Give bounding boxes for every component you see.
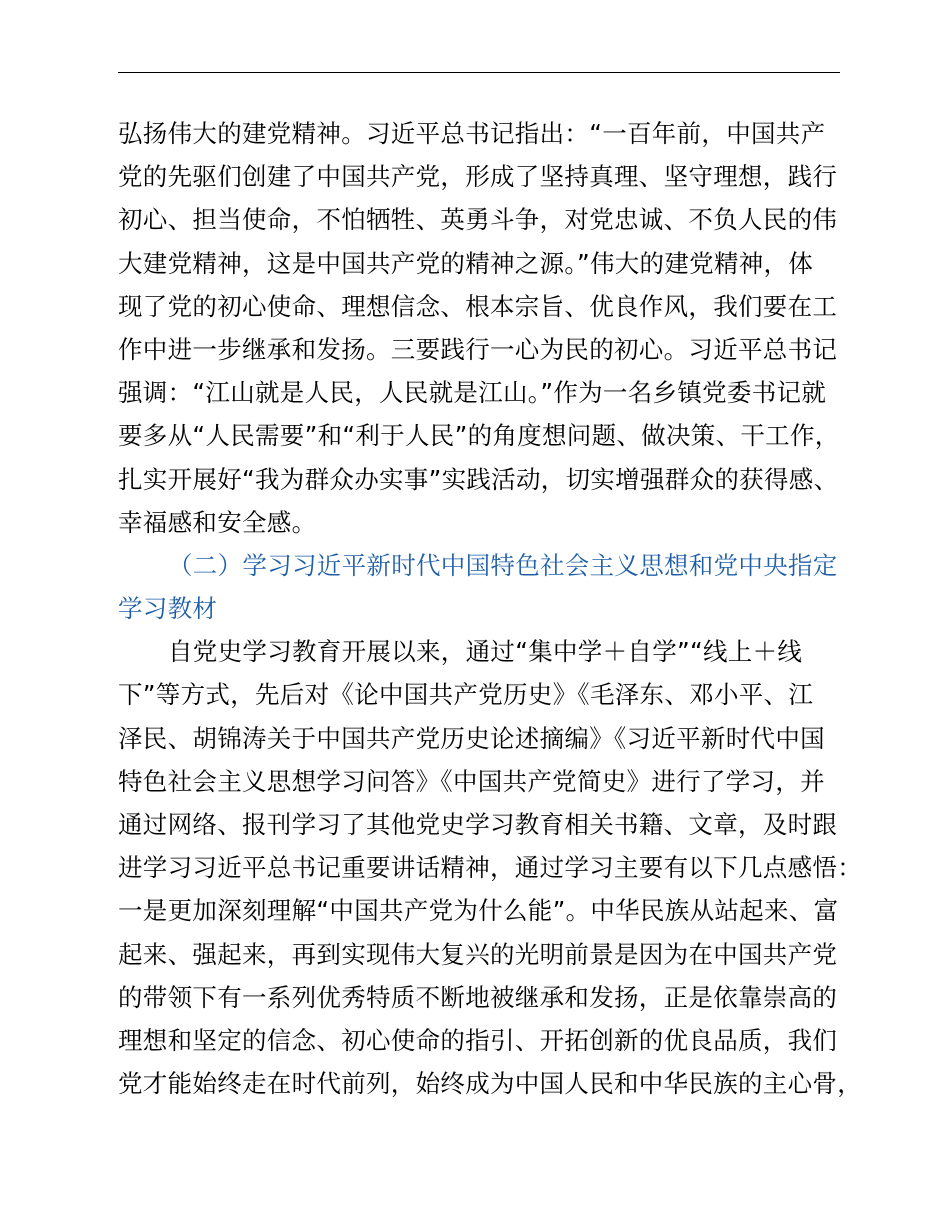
text-line: 的带领下有一系列优秀特质不断地被继承和发扬，正是依靠崇高的 xyxy=(118,982,838,1012)
text-line: 要多从“人民需要”和“利于人民”的角度想问题、做决策、干工作， xyxy=(118,421,840,451)
heading-line: 学习教材 xyxy=(118,594,218,624)
document-body xyxy=(118,112,862,1105)
text-line: 一是更加深刻理解“中国共产党为什么能”。中华民族从站起来、富 xyxy=(118,896,839,926)
text-line: 现了党的初心使命、理想信念、根本宗旨、优良作风，我们要在工 xyxy=(118,291,838,321)
text-line: 自党史学习教育开展以来，通过“集中学＋自学”“线上＋线 xyxy=(168,637,803,667)
section-heading xyxy=(118,544,858,630)
text-line: 弘扬伟大的建党精神。习近平总书记指出：“一百年前，中国共产 xyxy=(118,119,826,148)
text-line: 通过网络、报刊学习了其他党史学习教育相关书籍、文章，及时跟 xyxy=(118,810,838,839)
text-line: 强调：“江山就是人民，人民就是江山。”作为一名乡镇党委书记就 xyxy=(118,378,827,408)
text-line: 进学习习近平总书记重要讲话精神，通过学习主要有以下几点感悟： xyxy=(118,853,862,883)
text-line: 下”等方式，先后对《论中国共产党历史》《毛泽东、邓小平、江 xyxy=(118,680,814,710)
text-line: 幸福感和安全感。 xyxy=(118,507,317,537)
paragraph-1 xyxy=(118,112,858,544)
text-line: 大建党精神，这是中国共产党的精神之源。”伟大的建党精神，体 xyxy=(118,248,814,278)
text-line: 起来、强起来，再到实现伟大复兴的光明前景是因为在中国共产党 xyxy=(118,939,838,969)
text-line: 特色社会主义思想学习问答》《中国共产党简史》进行了学习，并 xyxy=(118,766,825,796)
text-line: 作中进一步继承和发扬。三要践行一心为民的初心。习近平总书记 xyxy=(118,334,838,364)
text-line: 党才能始终走在时代前列，始终成为中国人民和中华民族的主心骨， xyxy=(118,1069,862,1099)
heading-line: （二）学习习近平新时代中国特色社会主义思想和党中央指定 xyxy=(168,550,838,580)
text-line: 理想和坚定的信念、初心使命的指引、开拓创新的优良品质，我们 xyxy=(118,1025,838,1055)
paragraph-2 xyxy=(118,630,862,1105)
text-line: 泽民、胡锦涛关于中国共产党历史论述摘编》《习近平新时代中国 xyxy=(118,723,825,753)
text-line: 初心、担当使命，不怕牺牲、英勇斗争，对党忠诚、不负人民的伟 xyxy=(118,205,838,235)
header-rule xyxy=(118,72,840,73)
text-line: 党的先驱们创建了中国共产党，形成了坚持真理、坚守理想，践行 xyxy=(118,162,838,192)
text-line: 扎实开展好“我为群众办实事”实践活动，切实增强群众的获得感、 xyxy=(118,464,839,494)
